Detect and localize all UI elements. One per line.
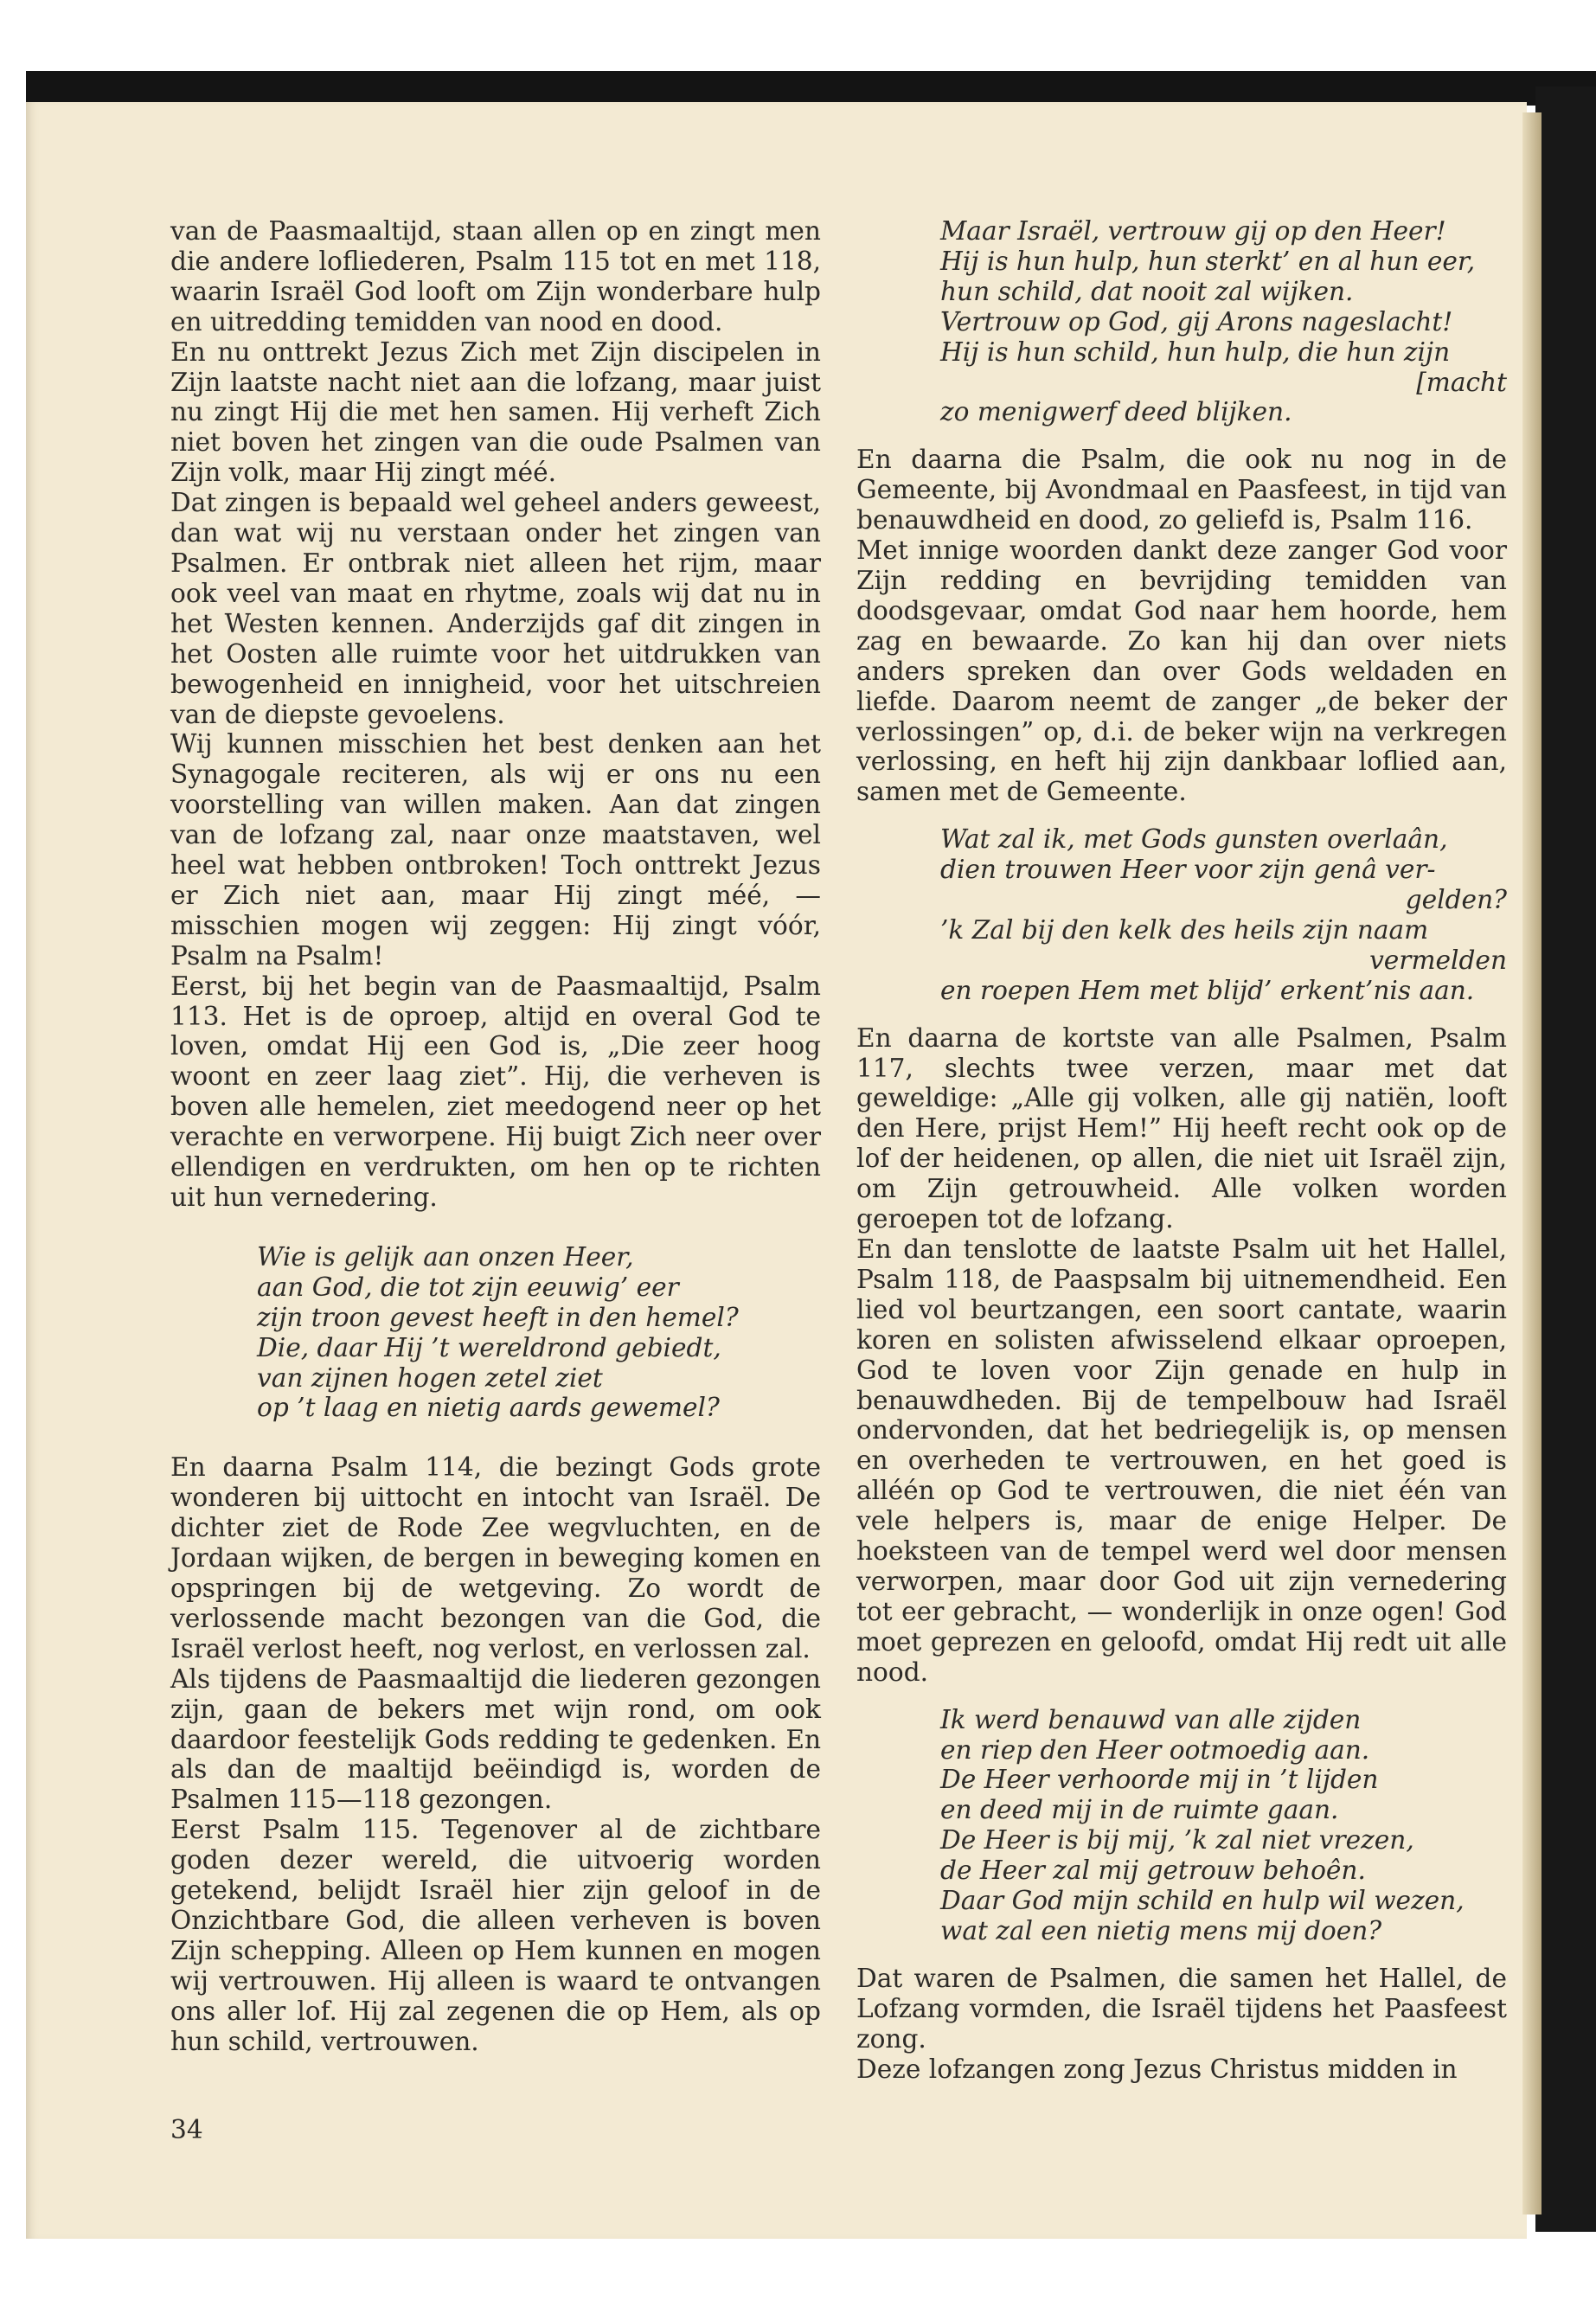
paragraph: En daarna de kortste van alle Psalmen, Psalm 117, slechts twee verzen, maar met dat geweldige: „Alle gij volken, alle gij natiën, looft den Here, prijst Hem!” Hij heeft recht ook op de lof der heidenen, op allen, die niet uit Israël zijn, om Zijn getrouwheid. Alle volken worden geroepen tot de lofzang. <box>856 1022 1507 1234</box>
poem-line: en roepen Hem met blijd’ erkent’nis aan. <box>940 975 1475 1005</box>
poem-psalm-113 <box>170 1242 821 1423</box>
left-column <box>170 216 821 2056</box>
poem-line-continuation: [macht <box>1416 367 1507 397</box>
poem-line: op ’t laag en nietig aards gewemel? <box>257 1393 720 1423</box>
paragraph: En nu onttrekt Jezus Zich met Zijn discipelen in Zijn laatste nacht niet aan die lofzang, maar juist nu zingt Hij die met hen samen. Hij verheft Zich niet boven het zingen van die oude Psalmen van Zijn volk, maar Hij zingt méé. <box>170 336 821 488</box>
right-column <box>856 216 1507 2084</box>
page-number: 34 <box>170 2115 203 2144</box>
poem-line: zo menigwerf deed blijken. <box>940 397 1292 427</box>
paragraph: Met innige woorden dankt deze zanger God voor Zijn redding en bevrijding temidden van doodsgevaar, omdat God naar hem hoorde, hem zag en bewaarde. Zo kan hij dan over niets anders spreken dan over Gods weldaden en liefde. Daarom neemt de zanger „de beker der verlossingen” op, d.i. de beker wijn na verkregen verlossing, en heft hij zijn dankbaar loflied aan, samen met de Gemeente. <box>856 535 1507 807</box>
paragraph: Dat zingen is bepaald wel geheel anders geweest, dan wat wij nu verstaan onder het zingen van Psalmen. Er ontbrak niet alleen het rijm, maar ook veel van maat en rhytme, zoals wij dat nu in het Westen kennen. Anderzijds gaf dit zingen in het Oosten alle ruimte voor het uitdrukken van bewogenheid en innigheid, voor het uitschreien van de diepste gevoelens. <box>170 488 821 729</box>
poem-line: en deed mij in de ruimte gaan. <box>940 1795 1339 1825</box>
paragraph: Eerst, bij het begin van de Paasmaaltijd, Psalm 113. Het is de oproep, altijd en overal God te loven, omdat Hij een God is, „Die zeer hoog woont en zeer laag ziet”. Hij, die verheven is boven alle hemelen, ziet meedogend neer op het verachte en verworpene. Hij buigt Zich neer over ellendigen en verdrukten, om hen op te richten uit hun vernedering. <box>170 971 821 1212</box>
scan-border-right <box>1535 87 1596 2232</box>
poem-psalm-116 <box>856 824 1507 1005</box>
poem-line: wat zal een nietig mens mij doen? <box>940 1915 1382 1945</box>
poem-line: van zijnen hogen zetel ziet <box>257 1362 603 1393</box>
poem-line: Daar God mijn schild en hulp wil wezen, <box>940 1886 1465 1916</box>
poem-line: Maar Israël, vertrouw gij op den Heer! <box>940 216 1446 246</box>
paragraph: Dat waren de Psalmen, die samen het Hallel, de Lofzang vormden, die Israël tijdens het Paasfeest zong. <box>856 1963 1507 2054</box>
poem-line: de Heer zal mij getrouw behoên. <box>940 1856 1366 1886</box>
poem-line-continuation: gelden? <box>1405 885 1507 915</box>
paragraph: Eerst Psalm 115. Tegenover al de zichtbare goden dezer wereld, die uitvoerig worden getekend, belijdt Israël hier zijn geloof in de Onzichtbare God, die alleen verheven is boven Zijn schepping. Alleen op Hem kunnen en mogen wij vertrouwen. Hij alleen is waard te ontvangen ons aller lof. Hij zal zegenen die op Hem, als op hun schild, vertrouwen. <box>170 1815 821 2056</box>
poem-line: dien trouwen Heer voor zijn genâ ver- <box>940 855 1436 885</box>
paragraph: Deze lofzangen zong Jezus Christus midden in <box>856 2054 1458 2084</box>
poem-line: De Heer is bij mij, ’k zal niet vrezen, <box>940 1825 1414 1856</box>
poem-line: en riep den Heer ootmoedig aan. <box>940 1734 1370 1765</box>
poem-line: ’k Zal bij den kelk des heils zijn naam <box>940 914 1429 945</box>
paragraph: En dan tenslotte de laatste Psalm uit het Hallel, Psalm 118, de Paaspsalm bij uitnemendheid. Een lied vol beurtzangen, een soort cantate, waarin koren en solisten afwisselend elkaar oproepen, God te loven voor Zijn genade en hulp in benauwdheden. Bij de tempelbouw had Israël ondervonden, dat het bedriegelijk is, op mensen en overheden te vertrouwen, en het goed is alléén op God te vertrouwen, die niet één van vele helpers is, maar de enige Helper. De hoeksteen van de tempel werd wel door mensen verworpen, maar door God uit zijn vernedering tot eer gebracht, — wonderlijk in onze ogen! God moet geprezen en geloofd, omdat Hij redt uit alle nood. <box>856 1234 1507 1687</box>
paragraph: En daarna die Psalm, die ook nu nog in de Gemeente, bij Avondmaal en Paasfeest, in tijd van benauwdheid en dood, zo geliefd is, Psalm 116. <box>856 445 1507 535</box>
poem-line: hun schild, dat nooit zal wijken. <box>940 276 1354 306</box>
poem-line: De Heer verhoorde mij in ’t lijden <box>940 1765 1379 1795</box>
poem-line: Die, daar Hij ’t wereldrond gebiedt, <box>257 1332 721 1362</box>
poem-line-continuation: vermelden <box>1369 945 1507 975</box>
poem-line: Ik werd benauwd van alle zijden <box>940 1704 1362 1734</box>
scan-border-top <box>26 71 1596 106</box>
paragraph: Wij kunnen misschien het best denken aan het Synagogale reciteren, als wij er ons nu een voorstelling van willen maken. Aan dat zingen van de lofzang zal, naar onze maatstaven, wel heel wat hebben ontbroken! Toch onttrekt Jezus er Zich niet aan, maar Hij zingt méé, — misschien mogen wij zeggen: Hij zingt vóór, Psalm na Psalm! <box>170 729 821 971</box>
poem-line: aan God, die tot zijn eeuwig’ eer <box>257 1272 679 1302</box>
poem-psalm-115 <box>856 216 1507 427</box>
poem-line: Vertrouw op God, gij Arons nageslacht! <box>940 306 1453 336</box>
paragraph: Als tijdens de Paasmaaltijd die liederen gezongen zijn, gaan de bekers met wijn rond, om ook daardoor feestelijk Gods redding te gedenken. En als dan de maaltijd beëindigd is, worden de Psalmen 115—118 gezongen. <box>170 1663 821 1815</box>
poem-line: Hij is hun schild, hun hulp, die hun zijn <box>940 336 1451 367</box>
poem-line: zijn troon gevest heeft in den hemel? <box>257 1302 739 1332</box>
book-page-edge <box>1522 112 1542 2214</box>
paragraph: van de Paasmaaltijd, staan allen op en zingt men die andere lofliederen, Psalm 115 tot en met 118, waarin Israël God looft om Zijn wonderbare hulp en uitredding temidden van nood en dood. <box>170 216 821 336</box>
poem-line: Wat zal ik, met Gods gunsten overlaân, <box>940 824 1448 855</box>
poem-line: Hij is hun hulp, hun sterkt’ en al hun eer, <box>940 246 1476 276</box>
paragraph: En daarna Psalm 114, die bezingt Gods grote wonderen bij uittocht en intocht van Israël. De dichter ziet de Rode Zee wegvluchten, en de Jordaan wijken, de bergen in beweging komen en opspringen bij de wetgeving. Zo wordt de verlossende macht bezongen van die God, die Israël verlost heeft, nog verlost, en verlossen zal. <box>170 1452 821 1663</box>
poem-psalm-118 <box>856 1705 1507 1946</box>
poem-line: Wie is gelijk aan onzen Heer, <box>257 1241 634 1272</box>
